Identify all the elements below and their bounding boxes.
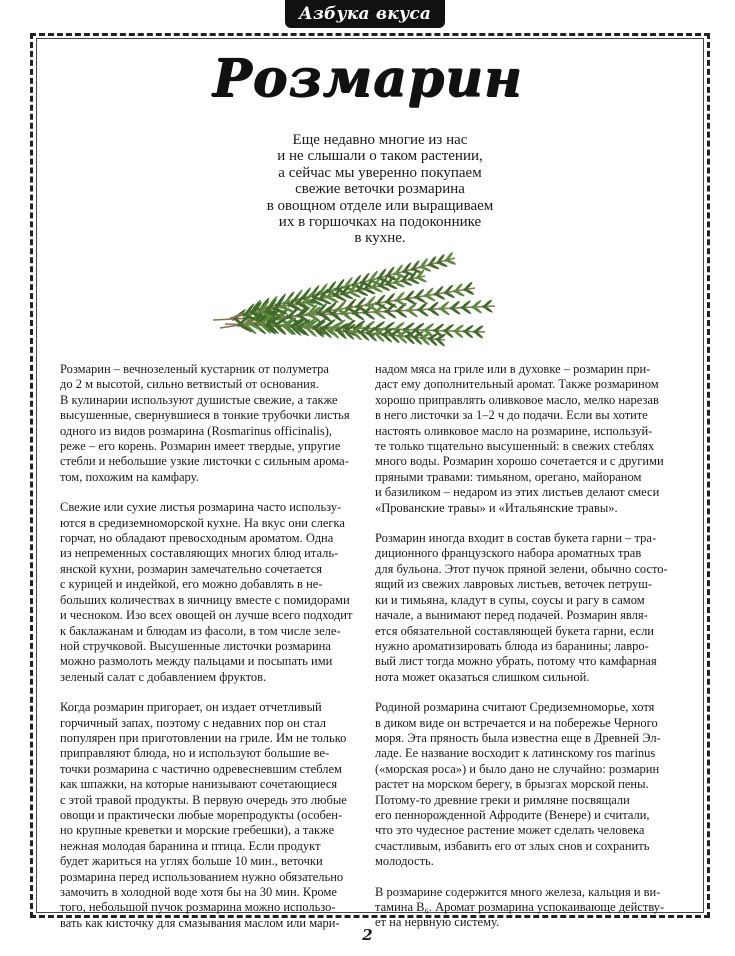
text-line: горчат, но обладают превосходным ароматом. Одна xyxy=(60,531,334,546)
text-line: розмарина перед использованием нужно обязательно xyxy=(60,869,344,884)
text-line: овощи и практически любые морепродукты (особен- xyxy=(60,807,343,822)
text-line: нота может оказаться слишком сильной. xyxy=(375,669,590,684)
text-line: ящий из свежих лавровых листьев, веточек петруш- xyxy=(375,577,653,592)
text-line: будет жариться на углях больше 10 мин., веточки xyxy=(60,854,323,869)
body-paragraph xyxy=(375,885,680,931)
text-line: горчичный запах, поэтому с недавних пор он стал xyxy=(60,715,327,730)
text-line: надом мяса на гриле или в духовке – розмарин при- xyxy=(375,362,651,376)
text-line: том, похожим на камфару. xyxy=(60,469,199,484)
rosemary-sprig-image xyxy=(205,228,505,348)
text-line: Потому-то древние греки и римляне посвящали xyxy=(375,792,630,807)
text-line: Когда розмарин пригорает, он издает отчетливый xyxy=(60,700,322,715)
text-line: одного из видов розмарина (Rosmarinus officinalis), xyxy=(60,423,333,438)
text-line: того, небольшой пучок розмарина можно использо- xyxy=(60,900,336,915)
text-line: как шпажки, на которые нанизывают сочетающиеся xyxy=(60,777,338,792)
intro-line: их в горшочках на подоконнике xyxy=(278,214,482,231)
text-line: ной стручковой. Высушенные листочки розмарина xyxy=(60,638,331,653)
text-line: Родиной розмарина считают Средиземноморье, хотя xyxy=(375,700,655,715)
text-line: ются в средиземноморской кухне. На вкус они слегка xyxy=(60,515,345,530)
text-line: хорошо приправлять оливковое масло, мелко нарезав xyxy=(375,392,659,407)
text-line: настоять оливковое масло на розмарине, используй- xyxy=(375,423,653,438)
text-line: В розмарине содержится много железа, кальция и ви- xyxy=(375,884,661,899)
text-line: нежная молодая баранина и птица. Если продукт xyxy=(60,838,321,853)
section-header-tab xyxy=(285,0,445,28)
text-line: много воды. Розмарин хорошо сочетается и с другими xyxy=(375,454,664,469)
text-line: Розмарин иногда входит в состав букета гарни – тра- xyxy=(375,531,657,546)
text-line: и базиликом – недаром из этих листьев делают смеси xyxy=(375,485,660,500)
text-line: вать как кисточку для смазывания маслом или мари- xyxy=(60,915,340,930)
text-line: тамина B₆. Аромат розмарина успокаивающе действу- xyxy=(375,900,665,914)
text-line: янской кухни, розмарин замечательно сочетается xyxy=(60,561,322,576)
page-number: 2 xyxy=(362,926,373,944)
intro-line: а сейчас мы уверенно покупаем xyxy=(278,164,482,181)
body-paragraph xyxy=(60,362,360,485)
text-line: ет на нервную систему. xyxy=(375,915,500,930)
text-line: и чесноком. Изо всех овощей он лучше всего подходит xyxy=(60,608,353,623)
right-column xyxy=(375,362,680,946)
intro-line: и не слышали о таком растении, xyxy=(277,148,483,165)
text-line: Розмарин – вечнозеленый кустарник от полуметра xyxy=(60,362,329,376)
text-line: точки розмарина с частично одревесневшим стеблем xyxy=(60,761,342,776)
body-paragraph xyxy=(375,531,680,685)
intro-line: в кухне. xyxy=(354,230,406,247)
intro-line: Еще недавно многие из нас xyxy=(292,132,468,148)
page-title: Розмарин xyxy=(212,48,523,109)
text-line: зеленый салат с добавлением фруктов. xyxy=(60,669,267,684)
text-line: растет на морском берегу, в брызгах морской пены. xyxy=(375,777,649,792)
text-line: ладе. Ее название восходит к латинскому ros marinus xyxy=(375,746,656,761)
left-column xyxy=(60,362,360,946)
text-line: нужно ароматизировать блюда из баранины; лавро- xyxy=(375,638,649,653)
body-paragraph xyxy=(375,362,680,516)
text-line: даст ему дополнительный аромат. Также розмарином xyxy=(375,377,659,392)
text-line: больших количествах в яичницу вместе с помидорами xyxy=(60,592,350,607)
text-line: молодость. xyxy=(375,854,434,869)
text-line: его пеннорожденной Афродите (Венере) и считали, xyxy=(375,807,650,822)
text-line: высушенные, свернувшиеся в тонкие трубочки листья xyxy=(60,408,350,423)
text-line: стебли и небольшие узкие листочки с сильным арома- xyxy=(60,454,349,469)
text-line: для бульона. Этот пучок пряной зелени, обычно состо- xyxy=(375,561,668,576)
section-title: Азбука вкуса xyxy=(298,4,432,24)
text-line: («морская роса») и было дано не случайно: розмарин xyxy=(375,761,660,776)
body-paragraph xyxy=(60,500,360,685)
text-line: приправляют блюда, но и используют большие ве- xyxy=(60,746,330,761)
body-paragraph xyxy=(375,700,680,869)
text-line: ется обязательной составляющей букета гарни, если xyxy=(375,623,654,638)
text-line: замочить в холодной воде хотя бы на 30 мин. Кроме xyxy=(60,885,337,899)
text-line: вый лист тогда можно убрать, потому что камфарная xyxy=(375,654,657,669)
text-line: к баклажанам и блюдам из фасоли, в том числе зеле- xyxy=(60,623,341,638)
text-line: начале, а вынимают перед подачей. Розмарин явля- xyxy=(375,608,648,623)
text-line: из непременных составляющих многих блюд италь- xyxy=(60,546,339,561)
text-line: до 2 м высотой, сильно ветвистый от основания. xyxy=(60,377,319,392)
text-line: счастливым, избавить его от злых снов и сохранить xyxy=(375,838,650,853)
text-line: в него листочки за 1–2 ч до подачи. Если вы хотите xyxy=(375,408,648,423)
body-paragraph xyxy=(60,700,360,931)
text-line: ки и тимьяна, кладут в супы, соусы и рагу в самом xyxy=(375,592,645,607)
intro-line: свежие веточки розмарина xyxy=(295,181,465,198)
text-line: но крупные креветки и морские гребешки), а также xyxy=(60,823,335,838)
text-line: популярен при приготовлении на гриле. Им не только xyxy=(60,730,347,745)
text-line: Свежие или сухие листья розмарина часто использу- xyxy=(60,500,342,515)
intro-line: в овощном отделе или выращиваем xyxy=(266,197,494,214)
text-line: В кулинарии используют душистые свежие, а также xyxy=(60,392,338,407)
text-line: реже – его корень. Розмарин имеет твердые, упругие xyxy=(60,439,341,454)
text-line: те только тщательно высушенный: в свежих стеблях xyxy=(375,439,655,454)
text-line: что это чудесное растение может сделать человека xyxy=(375,823,645,838)
text-line: с курицей и индейкой, его можно добавлять в не- xyxy=(60,577,323,592)
text-line: можно размолоть между пальцами и посыпать ими xyxy=(60,654,333,669)
text-line: в диком виде он встречается и на побережье Черного xyxy=(375,715,658,730)
text-line: диционного французского набора ароматных трав xyxy=(375,546,642,561)
text-line: с этой травой продукты. В первую очередь это любые xyxy=(60,792,347,807)
text-line: «Прованские травы» и «Итальянские травы». xyxy=(375,500,618,515)
text-line: моря. Эта пряность была известна еще в Древней Эл- xyxy=(375,730,661,745)
text-line: пряными травами: тимьяном, орегано, майораном xyxy=(375,469,642,484)
